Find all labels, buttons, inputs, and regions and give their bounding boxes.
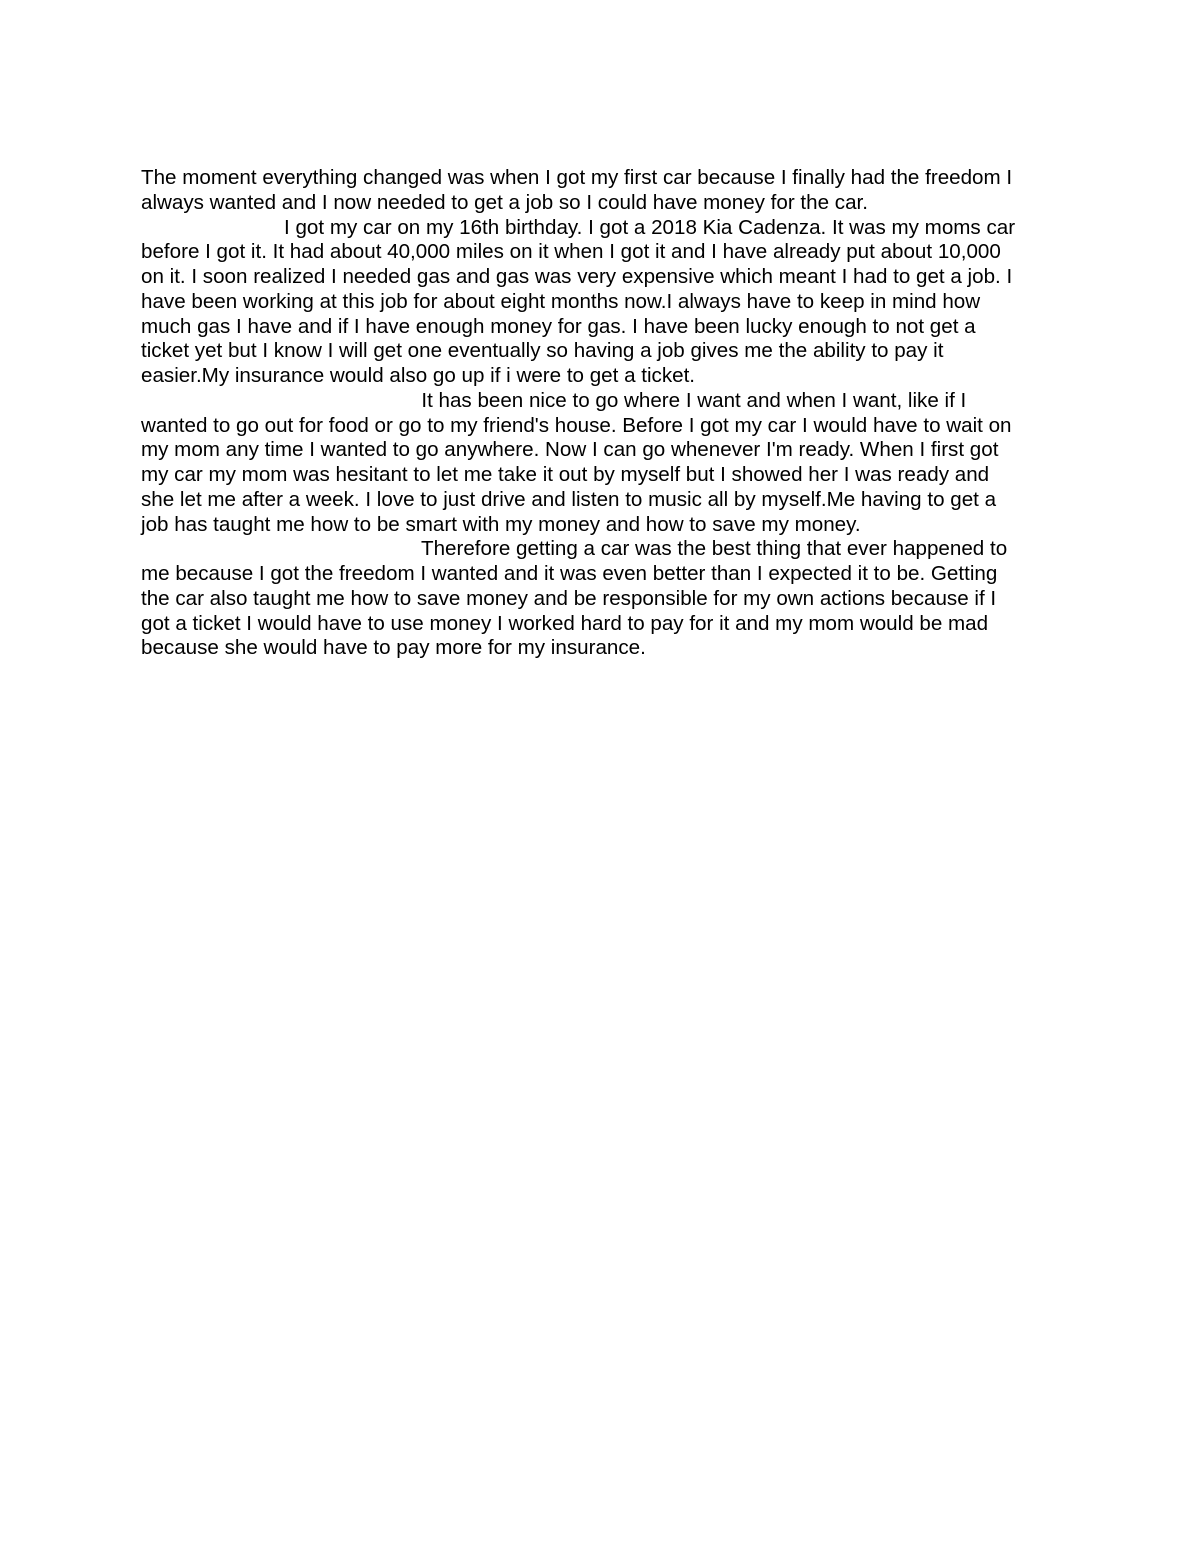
text-line: always wanted and I now needed to get a job so I could have money for the car. (141, 190, 868, 214)
text-line: my mom any time I wanted to go anywhere. Now I can go whenever I'm ready. When I first got (141, 438, 999, 462)
text-line: I got my car on my 16th birthday. I got a 2018 Kia Cadenza. It was my moms car (141, 215, 1016, 239)
text-line: me because I got the freedom I wanted and it was even better than I expected it to be. Getting (141, 562, 998, 585)
text-line: ticket yet but I know I will get one eventually so having a job gives me the ability to pay it (141, 339, 944, 363)
text-line: Therefore getting a car was the best thing that ever happened to (141, 537, 1008, 561)
text-line: easier.My insurance would also go up if i were to get a ticket. (141, 364, 696, 387)
text-line: before I got it. It had about 40,000 miles on it when I got it and I have already put about 10,000 (141, 240, 1001, 264)
text-line: The moment everything changed was when I got my first car because I finally had the freedom I (141, 166, 1013, 189)
text-line: It has been nice to go where I want and when I want, like if I (141, 388, 967, 412)
text-line: have been working at this job for about eight months now.I always have to keep in mind how (141, 289, 981, 313)
text-line: she let me after a week. I love to just drive and listen to music all by myself.Me having to get a (141, 487, 997, 511)
text-line: job has taught me how to be smart with my money and how to save my money. (141, 512, 861, 536)
text-line: because she would have to pay more for my insurance. (141, 636, 646, 660)
text-line: the car also taught me how to save money and be responsible for my own actions because if I (141, 586, 997, 610)
text-line: much gas I have and if I have enough money for gas. I have been lucky enough to not get a (141, 314, 976, 338)
text-line: my car my mom was hesitant to let me take it out by myself but I showed her I was ready and (141, 463, 990, 486)
text-line: on it. I soon realized I needed gas and gas was very expensive which meant I had to get a job. I (141, 265, 1013, 288)
text-line: wanted to go out for food or go to my friend's house. Before I got my car I would have to wait on (141, 413, 1012, 437)
essay-body (141, 166, 1061, 661)
text-line: got a ticket I would have to use money I worked hard to pay for it and my mom would be mad (141, 611, 989, 635)
